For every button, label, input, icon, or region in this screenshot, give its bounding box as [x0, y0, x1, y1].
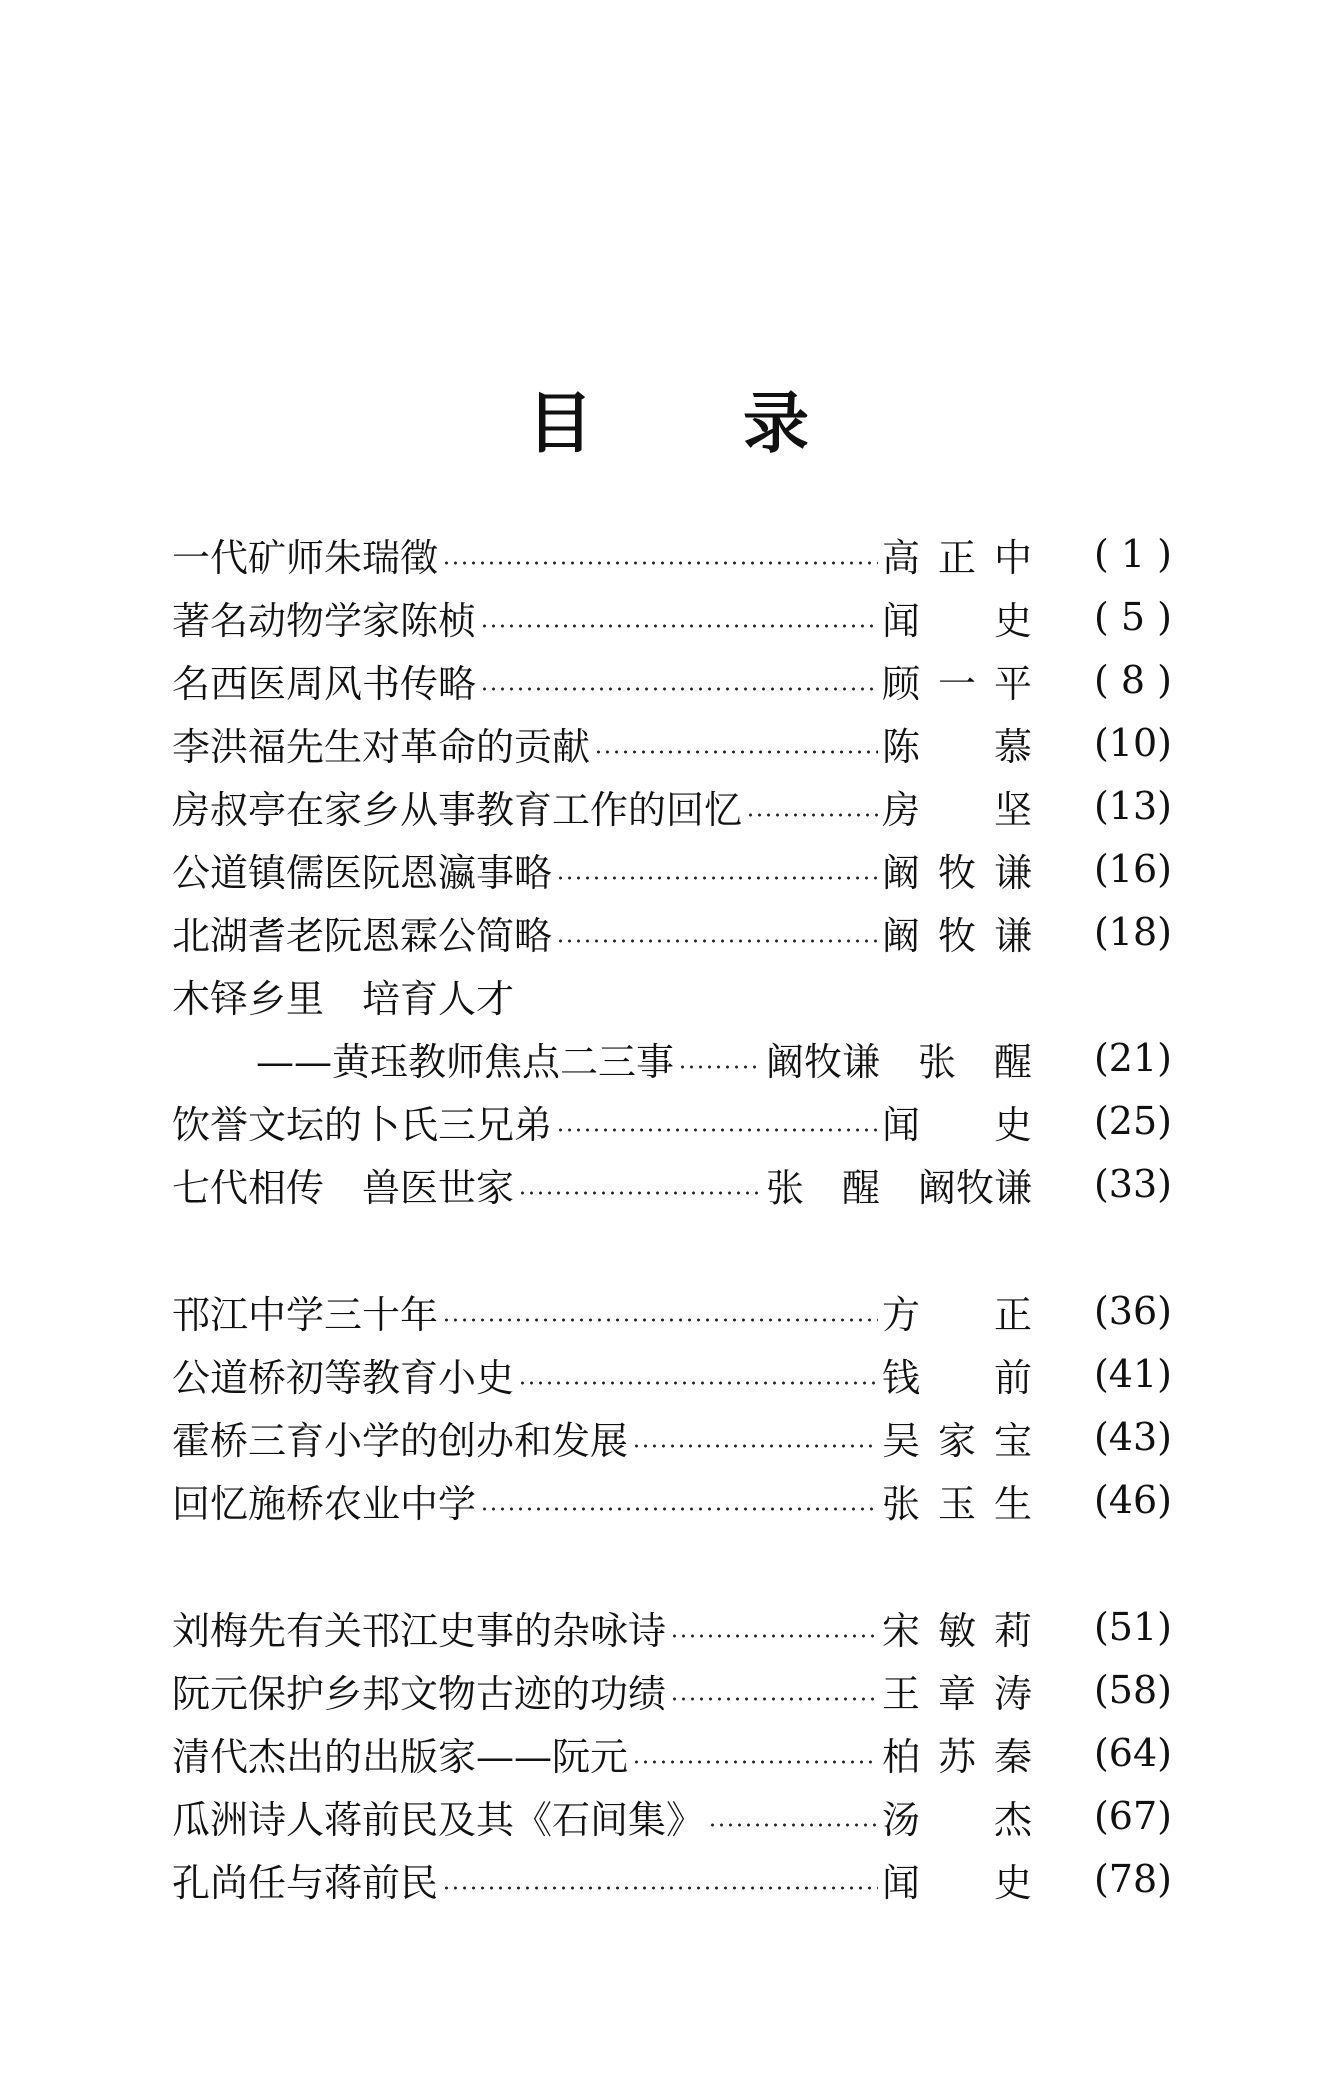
entry-author: 顾一平 [882, 661, 1032, 706]
toc-entry[interactable] [172, 1722, 1172, 1784]
dot-leader [556, 939, 878, 943]
entry-page: ( 1 ) [1094, 532, 1172, 576]
dot-leader [442, 561, 878, 565]
entry-author: 房 坚 [882, 787, 1032, 832]
toc-entry[interactable] [172, 964, 1172, 1026]
dot-leader [632, 1444, 878, 1448]
title-char-1: 目 [527, 384, 593, 462]
entry-page: (46) [1093, 1478, 1172, 1522]
dot-leader [442, 1886, 878, 1890]
entry-title: ——黄珏教师焦点二三事 [256, 1039, 675, 1084]
toc-entry[interactable] [172, 1090, 1172, 1152]
entry-title: 著名动物学家陈桢 [172, 598, 477, 643]
entry-title: 邗江中学三十年 [172, 1292, 439, 1337]
page-title [0, 370, 1336, 465]
dot-leader [594, 750, 878, 754]
toc-entry-subtitle[interactable] [256, 1027, 1172, 1089]
entry-author: 阚牧谦 张 醒 [765, 1039, 1032, 1084]
entry-author: 宋敏莉 [882, 1608, 1032, 1653]
entry-title: 房叔亭在家乡从事教育工作的回忆 [172, 787, 743, 832]
entry-author: 阚牧谦 [882, 850, 1032, 895]
entry-page: (51) [1093, 1605, 1172, 1649]
entry-page: (58) [1093, 1668, 1172, 1712]
entry-page: (41) [1093, 1352, 1172, 1396]
entry-title: 霍桥三育小学的创办和发展 [172, 1418, 629, 1463]
entry-author: 汤 杰 [882, 1797, 1032, 1842]
entry-page: (33) [1093, 1162, 1172, 1206]
entry-title: 七代相传 兽医世家 [172, 1165, 515, 1210]
entry-title: 孔尚任与蒋前民 [172, 1860, 439, 1905]
dot-leader [480, 687, 878, 691]
entry-title: 李洪福先生对革命的贡献 [172, 724, 591, 769]
entry-title: 瓜洲诗人蒋前民及其《石间集》 [172, 1797, 705, 1842]
dot-leader [632, 1760, 878, 1764]
entry-page: (64) [1093, 1731, 1172, 1775]
entry-author: 高正中 [882, 535, 1032, 580]
entry-author: 张玉生 [882, 1481, 1032, 1526]
entry-author: 阚牧谦 [882, 913, 1032, 958]
entry-title: 回忆施桥农业中学 [172, 1481, 477, 1526]
entry-title: 清代杰出的出版家——阮元 [172, 1734, 629, 1779]
entry-title: 公道桥初等教育小史 [172, 1355, 515, 1400]
dot-leader [670, 1634, 878, 1638]
toc-entry[interactable] [172, 523, 1172, 585]
entry-author: 方 正 [882, 1292, 1032, 1337]
entry-page: (21) [1093, 1036, 1172, 1080]
toc-entry[interactable] [172, 1785, 1172, 1847]
toc-entry[interactable] [172, 901, 1172, 963]
entry-title: 北湖耆老阮恩霖公简略 [172, 913, 553, 958]
toc-entry[interactable] [172, 649, 1172, 711]
toc-entry[interactable] [172, 1469, 1172, 1531]
entry-author: 闻 史 [882, 598, 1032, 643]
toc-entry[interactable] [172, 1406, 1172, 1468]
entry-page: (43) [1093, 1415, 1172, 1459]
entry-title: 名西医周风书传略 [172, 661, 477, 706]
entry-title: 木铎乡里 培育人才 [172, 976, 515, 1021]
dot-leader [556, 876, 878, 880]
toc-entry[interactable] [172, 586, 1172, 648]
entry-page: (36) [1093, 1289, 1172, 1333]
entry-author: 闻 史 [882, 1102, 1032, 1147]
entry-title: 一代矿师朱瑞徵 [172, 535, 439, 580]
title-char-2: 录 [743, 384, 809, 462]
entry-page: (78) [1093, 1857, 1172, 1901]
toc-entry[interactable] [172, 1343, 1172, 1405]
toc-entry[interactable] [172, 712, 1172, 774]
entry-title: 刘梅先有关邗江史事的杂咏诗 [172, 1608, 667, 1653]
entry-page: (10) [1093, 721, 1172, 765]
entry-page: (13) [1093, 784, 1172, 828]
toc-entry[interactable] [172, 1596, 1172, 1658]
entry-author: 陈 慕 [882, 724, 1032, 769]
entry-page: (18) [1093, 910, 1172, 954]
toc-entry[interactable] [172, 1280, 1172, 1342]
dot-leader [480, 1507, 878, 1511]
entry-author: 吴家宝 [882, 1418, 1032, 1463]
entry-author: 张 醒 阚牧谦 [765, 1165, 1032, 1210]
entry-page: ( 5 ) [1094, 595, 1172, 639]
toc-entry[interactable] [172, 838, 1172, 900]
dot-leader [670, 1697, 878, 1701]
entry-title: 公道镇儒医阮恩瀛事略 [172, 850, 553, 895]
dot-leader [480, 624, 878, 628]
entry-page: ( 8 ) [1094, 658, 1172, 702]
entry-page: (67) [1093, 1794, 1172, 1838]
toc-entry[interactable] [172, 1848, 1172, 1910]
toc-entry[interactable] [172, 1153, 1172, 1215]
entry-author: 柏苏秦 [882, 1734, 1032, 1779]
entry-author: 钱 前 [882, 1355, 1032, 1400]
toc-entry[interactable] [172, 1659, 1172, 1721]
dot-leader [678, 1065, 762, 1069]
entry-author: 闻 史 [882, 1860, 1032, 1905]
dot-leader [442, 1318, 878, 1322]
entry-page: (25) [1093, 1099, 1172, 1143]
dot-leader [518, 1191, 762, 1195]
toc-entry[interactable] [172, 775, 1172, 837]
dot-leader [518, 1381, 878, 1385]
entry-author: 王章涛 [882, 1671, 1032, 1716]
dot-leader [746, 813, 878, 817]
entry-title: 阮元保护乡邦文物古迹的功绩 [172, 1671, 667, 1716]
entry-page: (16) [1093, 847, 1172, 891]
dot-leader [708, 1823, 878, 1827]
dot-leader [556, 1128, 878, 1132]
entry-title: 饮誉文坛的卜氏三兄弟 [172, 1102, 553, 1147]
